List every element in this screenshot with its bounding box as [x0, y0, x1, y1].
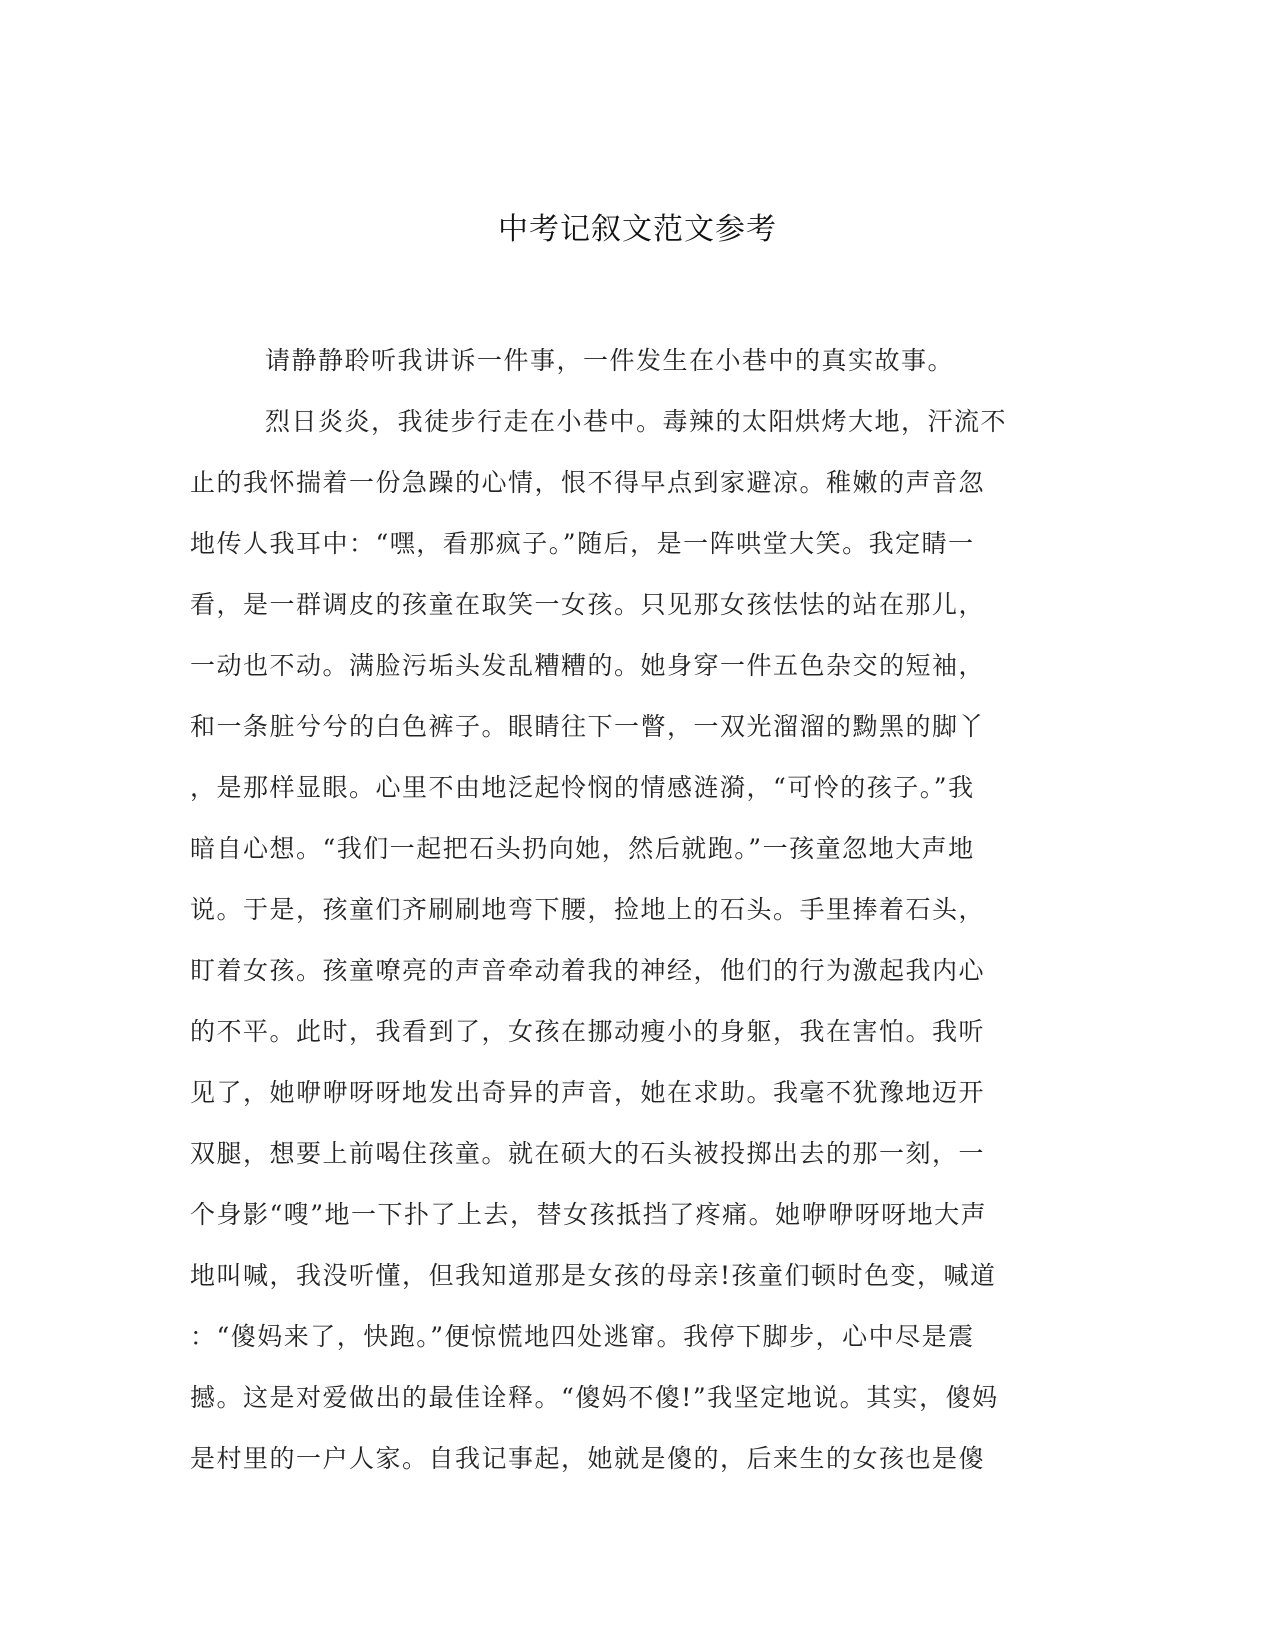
paragraph-2-line-11: 的不平。此时，我看到了，女孩在挪动瘦小的身躯，我在害怕。我听 — [190, 1017, 986, 1046]
paragraph-2-line-12: 见了，她咿咿呀呀地发出奇异的声音，她在求助。我毫不犹豫地迈开 — [190, 1078, 986, 1107]
paragraph-2-line-10: 盯着女孩。孩童嘹亮的声音牵动着我的神经，他们的行为激起我内心 — [190, 956, 986, 985]
document-body — [190, 330, 1080, 1489]
paragraph-2-line-7: ，是那样显眼。心里不由地泛起怜悯的情感涟漪，“可怜的孩子。”我 — [190, 773, 975, 802]
paragraph-2-line-2: 止的我怀揣着一份急躁的心情，恨不得早点到家避凉。稚嫩的声音忽 — [190, 468, 986, 497]
paragraph-2-line-16: ：“傻妈来了，快跑。”便惊慌地四处逃窜。我停下脚步，心中尽是震 — [190, 1322, 975, 1351]
paragraph-2-line-5: 一动也不动。满脸污垢头发乱糟糟的。她身穿一件五色杂交的短袖， — [190, 651, 986, 680]
paragraph-2-line-4: 看，是一群调皮的孩童在取笑一女孩。只见那女孩怯怯的站在那儿， — [190, 590, 986, 619]
paragraph-2-line-14: 个身影“嗖”地一下扑了上去，替女孩抵挡了疼痛。她咿咿呀呀地大声 — [190, 1200, 988, 1229]
paragraph-2-line-8: 暗自心想。“我们一起把石头扔向她，然后就跑。”一孩童忽地大声地 — [190, 834, 975, 863]
paragraph-2-line-6: 和一条脏兮兮的白色裤子。眼睛往下一瞥，一双光溜溜的黝黑的脚丫 — [190, 712, 986, 741]
paragraph-2-line-1: 烈日炎炎，我徒步行走在小巷中。毒辣的太阳烘烤大地，汗流不 — [265, 407, 1008, 436]
paragraph-2-line-3: 地传人我耳中：“嘿，看那疯子。”随后，是一阵哄堂大笑。我定睛一 — [190, 529, 975, 558]
paragraph-2-line-15: 地叫喊，我没听懂，但我知道那是女孩的母亲!孩童们顿时色变，喊道 — [190, 1261, 997, 1290]
paragraph-2-line-17: 撼。这是对爱做出的最佳诠释。“傻妈不傻!”我坚定地说。其实，傻妈 — [190, 1383, 999, 1412]
paragraph-2-line-9: 说。于是，孩童们齐刷刷地弯下腰，捡地上的石头。手里捧着石头， — [190, 895, 986, 924]
paragraph-1-line-1: 请静静聆听我讲诉一件事，一件发生在小巷中的真实故事。 — [265, 346, 955, 375]
paragraph-2-line-13: 双腿，想要上前喝住孩童。就在硕大的石头被投掷出去的那一刻，一 — [190, 1139, 986, 1168]
document-title: 中考记叙文范文参考 — [498, 212, 777, 247]
paragraph-2-line-18: 是村里的一户人家。自我记事起，她就是傻的，后来生的女孩也是傻 — [190, 1444, 986, 1473]
